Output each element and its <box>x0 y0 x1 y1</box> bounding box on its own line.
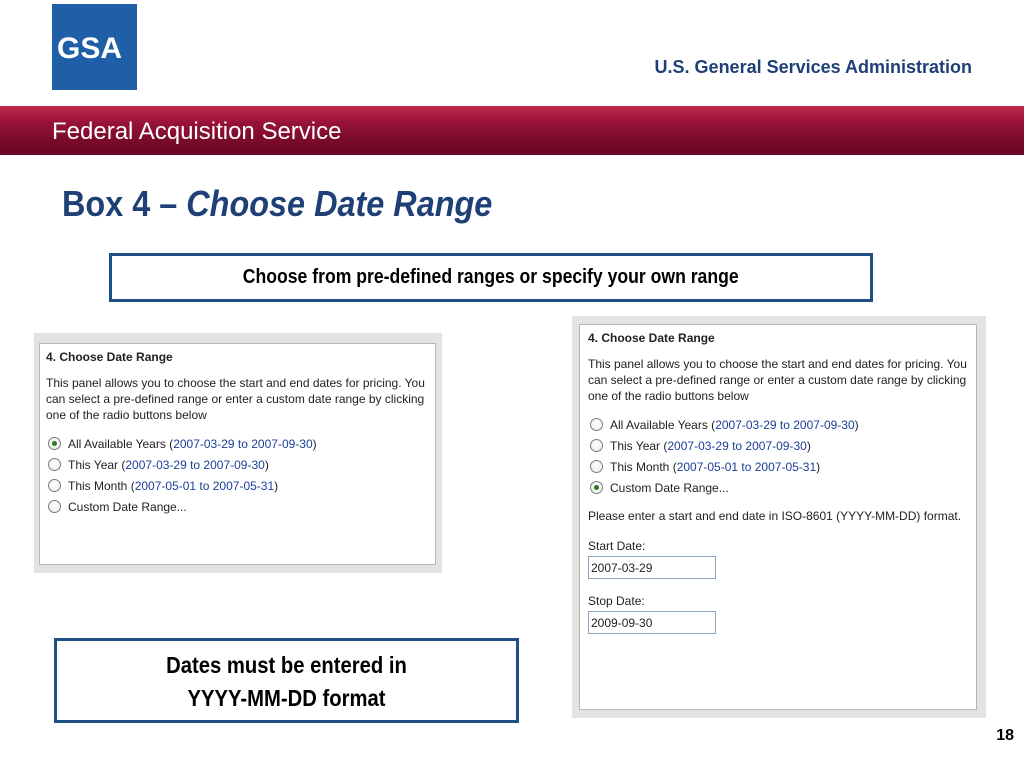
radio-checked-icon[interactable] <box>590 481 603 494</box>
radio-option-this-month[interactable]: This Month ( 2007-05-01 to 2007-05-31 ) <box>46 475 429 496</box>
callout-date-format <box>54 638 519 723</box>
radio-option-custom[interactable]: Custom Date Range... <box>46 496 429 517</box>
stop-date-input[interactable] <box>588 611 716 634</box>
gsa-logo <box>52 4 137 90</box>
panel-title: 4. Choose Date Range <box>46 350 173 364</box>
slide-title-italic: Choose Date Range <box>186 183 493 224</box>
stop-date-label: Stop Date: <box>588 594 645 608</box>
slide-title-prefix: Box 4 – <box>62 183 187 224</box>
radio-unchecked-icon[interactable] <box>590 439 603 452</box>
radio-unchecked-icon[interactable] <box>48 479 61 492</box>
panel-description: This panel allows you to choose the start and end dates for pricing. You can select a pre-defined range or enter a custom date range by clicking one of the radio buttons below <box>46 376 425 422</box>
start-date-label: Start Date: <box>588 539 646 553</box>
date-range-panel <box>39 343 436 565</box>
gsa-logo-icon <box>57 27 133 67</box>
radio-option-all-years[interactable]: All Available Years ( 2007-03-29 to 2007-09-30 ) <box>46 433 429 454</box>
radio-checked-icon[interactable] <box>48 437 61 450</box>
screenshot-predefined-range <box>34 333 442 573</box>
agency-name: U.S. General Services Administration <box>654 57 972 77</box>
callout-ranges-text: Choose from pre-defined ranges or specify your own range <box>243 266 739 288</box>
radio-unchecked-icon[interactable] <box>48 500 61 513</box>
screenshot-custom-range <box>572 316 986 718</box>
radio-option-custom[interactable]: Custom Date Range... <box>588 477 968 498</box>
radio-option-this-year[interactable]: This Year ( 2007-03-29 to 2007-09-30 ) <box>46 454 429 475</box>
radio-option-all-years[interactable]: All Available Years ( 2007-03-29 to 2007-09-30 ) <box>588 414 968 435</box>
radio-option-this-year[interactable]: This Year ( 2007-03-29 to 2007-09-30 ) <box>588 435 968 456</box>
panel-description: This panel allows you to choose the start and end dates for pricing. You can select a pre-defined range or enter a custom date range by clicking one of the radio buttons below <box>588 357 967 403</box>
banner-title: Federal Acquisition Service <box>52 118 342 145</box>
date-format-instructions: Please enter a start and end date in ISO-8601 (YYYY-MM-DD) format. <box>588 509 962 523</box>
gsa-logo-text: GSA <box>56 32 122 65</box>
callout-ranges <box>109 253 873 302</box>
slide-title <box>62 183 492 225</box>
header-banner <box>0 106 1024 155</box>
panel-title: 4. Choose Date Range <box>588 331 715 345</box>
radio-unchecked-icon[interactable] <box>590 418 603 431</box>
callout-date-format-line-1: Dates must be entered in <box>166 652 407 678</box>
radio-unchecked-icon[interactable] <box>48 458 61 471</box>
page-number: 18 <box>996 727 1014 744</box>
radio-option-this-month[interactable]: This Month ( 2007-05-01 to 2007-05-31 ) <box>588 456 968 477</box>
callout-date-format-line-2: YYYY-MM-DD format <box>187 685 386 711</box>
date-range-panel <box>579 324 977 710</box>
radio-unchecked-icon[interactable] <box>590 460 603 473</box>
start-date-input[interactable] <box>588 556 716 579</box>
